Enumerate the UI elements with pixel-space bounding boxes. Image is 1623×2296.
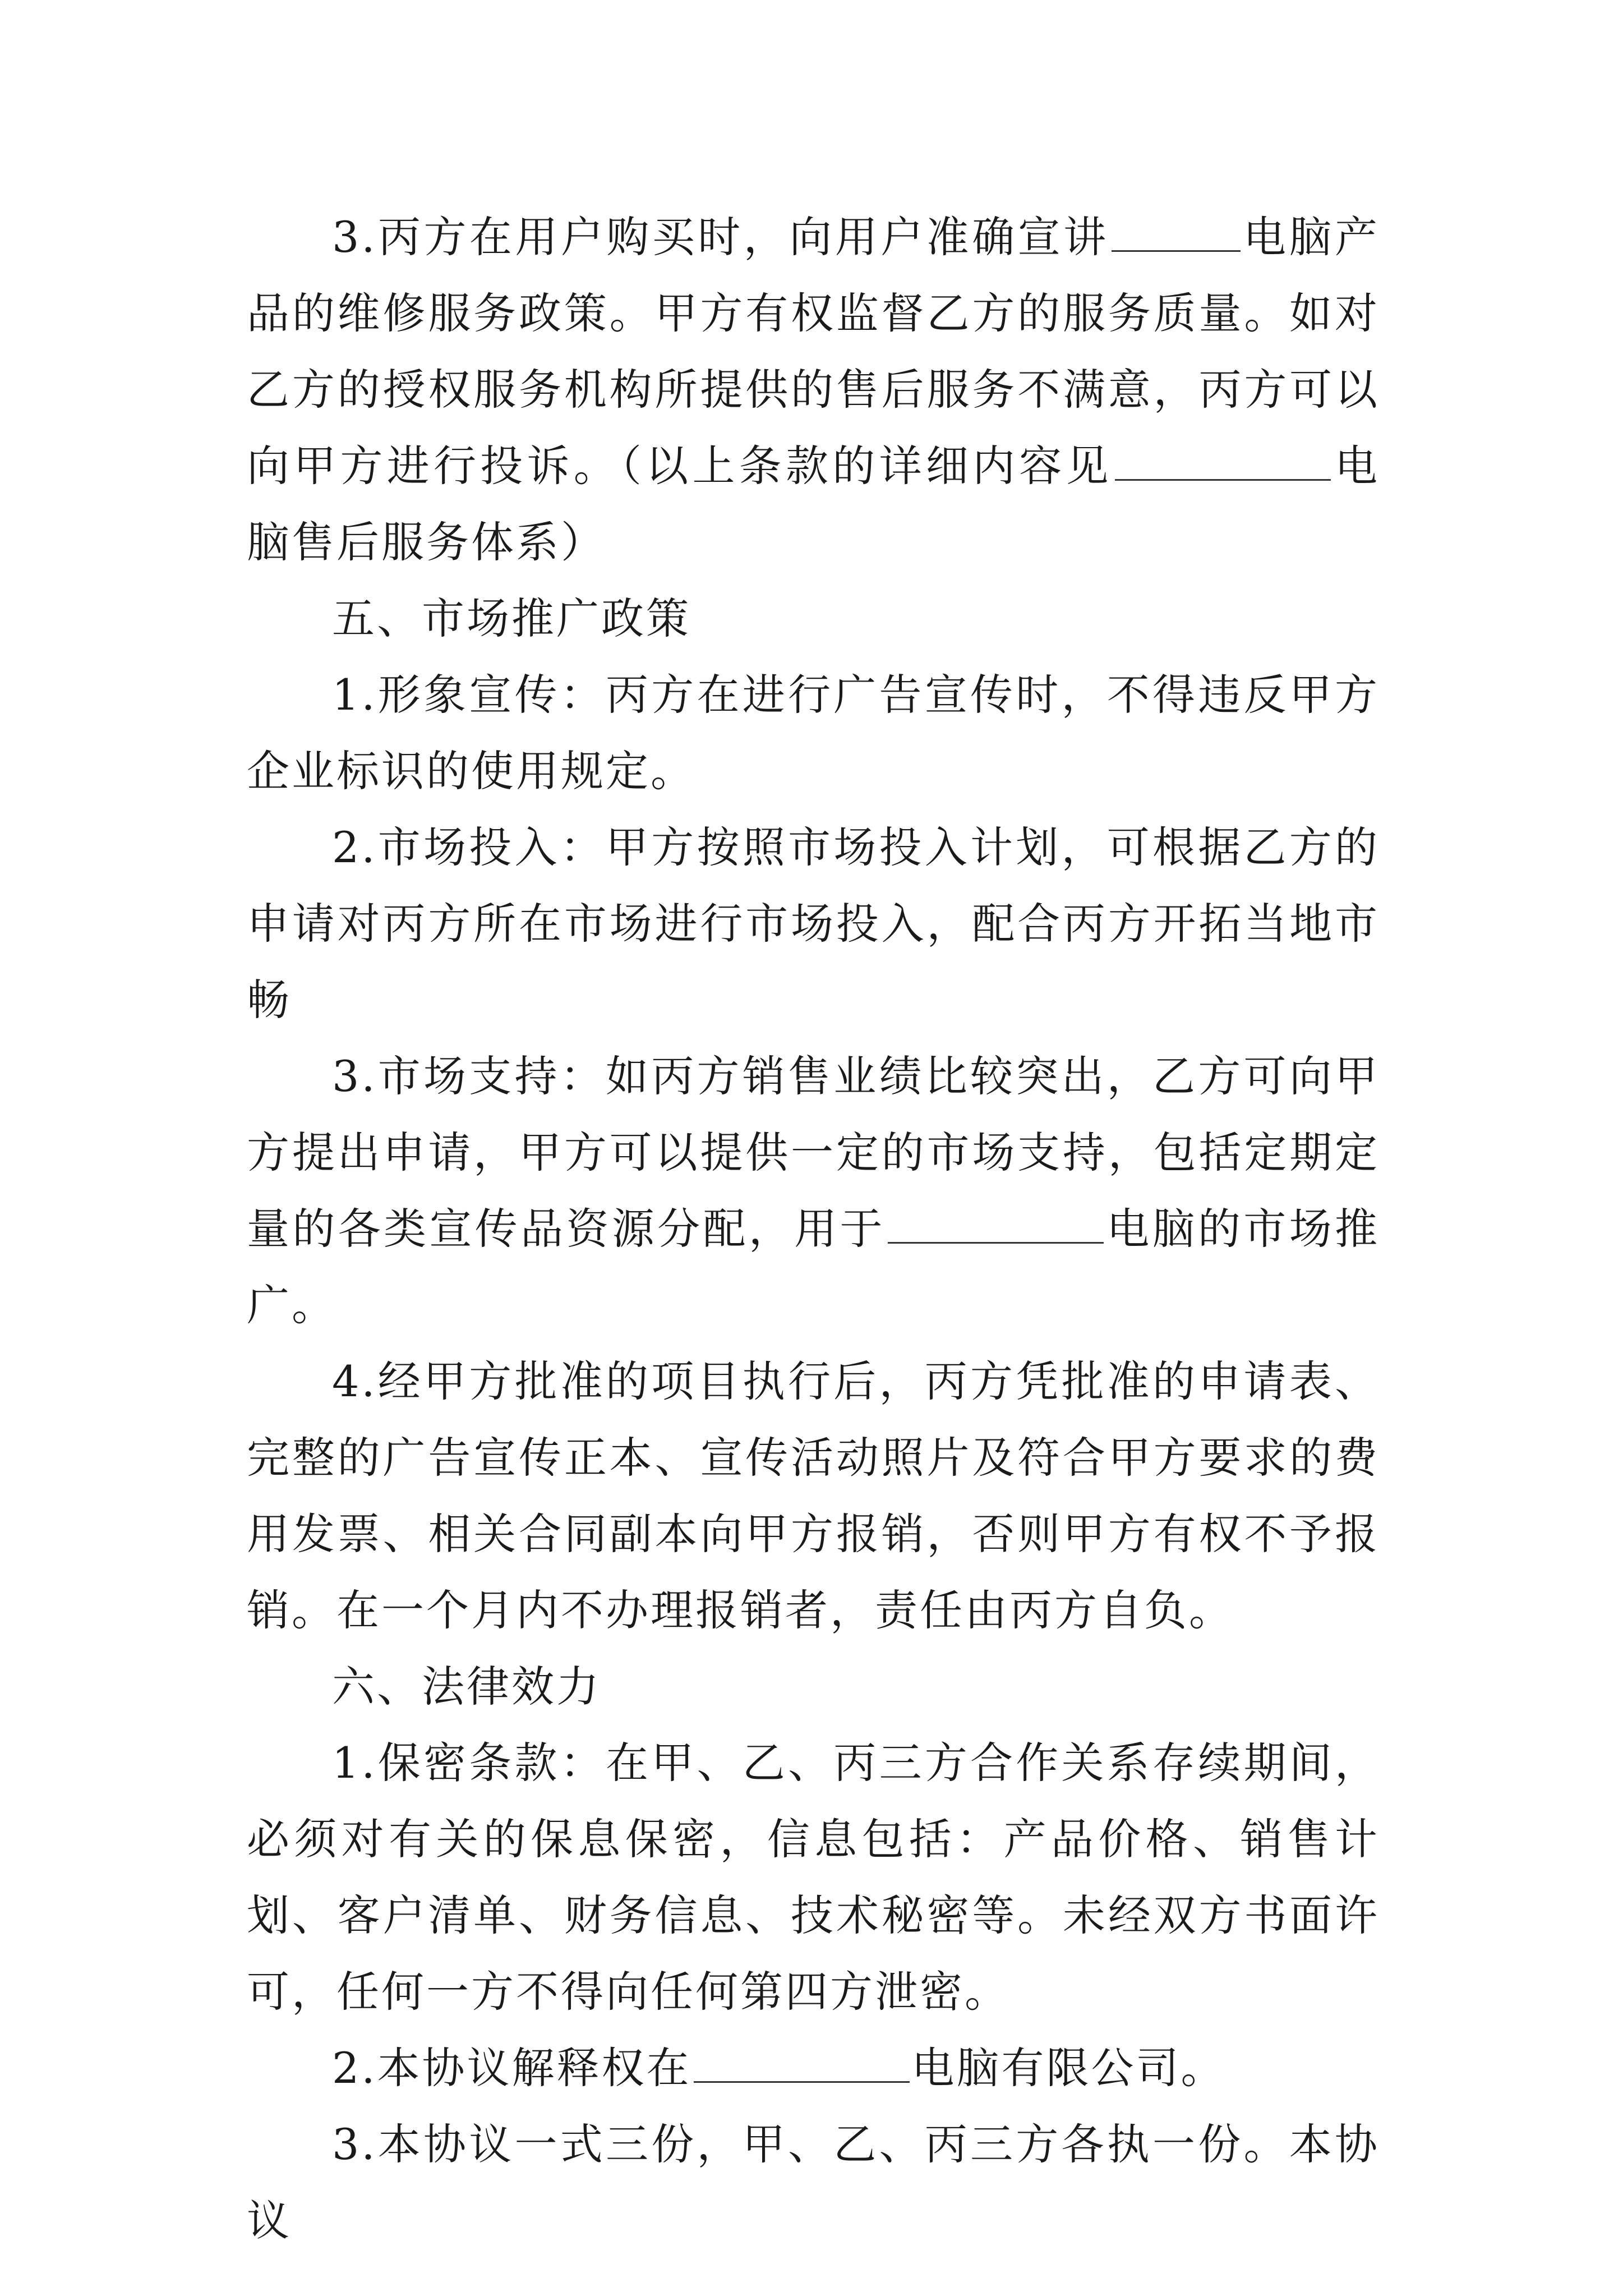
fill-blank [694, 2042, 910, 2083]
fill-blank [1112, 211, 1241, 252]
paragraph-confidentiality: 1.保密条款：在甲、乙、丙三方合作关系存续期间，必须对有关的保息保密，信息包括：产品价格、销售计划、客户清单、财务信息、技术秘密等。未经双方书面许可，任何一方不得向任何第四方泄密。 [247, 1738, 1380, 2017]
paragraph-image-promotion: 1.形象宣传：丙方在进行广告宣传时，不得违反甲方企业标识的使用规定。 [247, 670, 1380, 796]
paragraph-text: 3.丙方在用户购买时，向用户准确宣讲 [332, 212, 1109, 262]
paragraph-text: 电脑售后服务体系） [247, 441, 1380, 567]
section-heading-marketing: 五、市场推广政策 [332, 593, 691, 643]
paragraph-text: 2.本协议解释权在 [332, 2043, 691, 2093]
paragraph-text: 3.市场支持：如丙方销售业绩比较突出，乙方可向甲方提出申请，甲方可以提供一定的市场支持，包括定期定量的各类宣传品资源分配，用于 [247, 1051, 1380, 1254]
paragraph-text: 电脑的市场推广。 [247, 1204, 1380, 1330]
paragraph-text: 电脑产品的维修服务政策。甲方有权监督乙方的服务质量。如对乙方的授权服务机构所提供的售后服务不满意，丙方可以向甲方进行投诉。（以上条款的详细内容见 [247, 212, 1380, 491]
section-heading-legal: 六、法律效力 [332, 1662, 601, 1711]
paragraph-market-support [247, 1038, 1380, 1343]
paragraph-market-investment: 2.市场投入：甲方按照市场投入计划，可根据乙方的申请对丙方所在市场进行市场投入，配合丙方开拓当地市畅 [247, 822, 1380, 1025]
document-body [247, 199, 1380, 2259]
paragraph-interpretation [247, 2030, 1380, 2106]
paragraph-copies: 3.本协议一式三份，甲、乙、丙三方各执一份。本协议 [247, 2119, 1380, 2246]
fill-blank [888, 1203, 1104, 1244]
paragraph-service-policy [247, 199, 1380, 581]
paragraph-text: 电脑有限公司。 [911, 2043, 1226, 2093]
fill-blank [1115, 440, 1331, 481]
paragraph-reimbursement: 4.经甲方批准的项目执行后，丙方凭批准的申请表、完整的广告宣传正本、宣传活动照片及符合甲方要求的费用发票、相关合同副本向甲方报销，否则甲方有权不予报销。在一个月内不办理报销者，责任由丙方自负。 [247, 1356, 1380, 1635]
